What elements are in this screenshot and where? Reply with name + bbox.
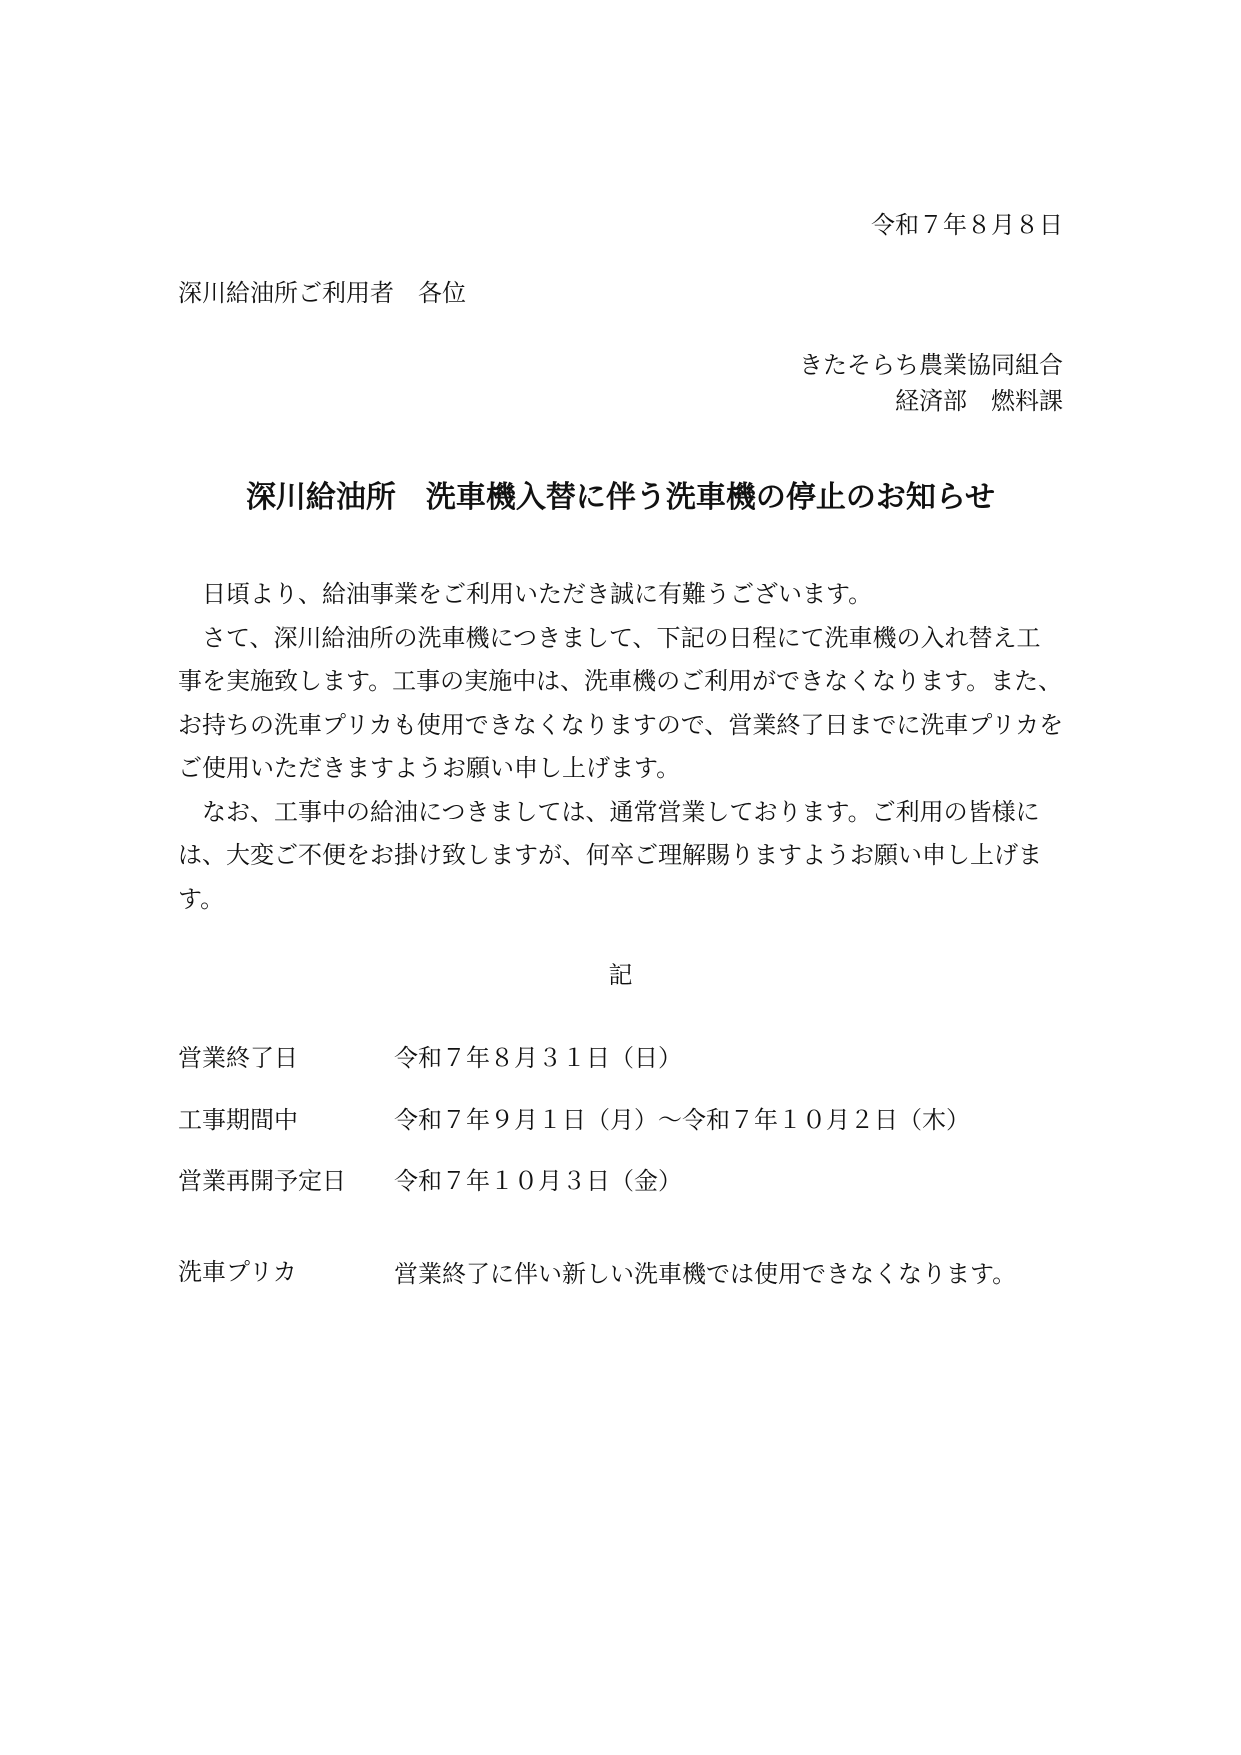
- addressee: 深川給油所ご利用者 各位: [178, 279, 466, 307]
- sender-organization: きたそらち農業協同組合: [799, 351, 1063, 379]
- detail-row-prepaid-card: [178, 1255, 1054, 1293]
- sender-department: 経済部 燃料課: [895, 387, 1063, 415]
- detail-row-construction-period: [178, 1103, 1054, 1137]
- detail-value: 令和７年８月３１日（日）: [394, 1044, 682, 1072]
- detail-row-reopening: [178, 1164, 1054, 1198]
- detail-value: 令和７年９月１日（月）～令和７年１０月２日（木）: [394, 1106, 970, 1134]
- issue-date: 令和７年８月８日: [871, 211, 1063, 239]
- detail-label: 工事期間中: [178, 1106, 298, 1134]
- ki-heading: 記: [608, 961, 633, 989]
- body-paragraph: 日頃より、給油事業をご利用いただき誠に有難うございます。: [202, 580, 873, 608]
- detail-label: 営業終了日: [178, 1044, 298, 1072]
- detail-row-business-end: [178, 1041, 1054, 1075]
- detail-value: 営業終了に伴い新しい洗車機では使用できなくなります。: [394, 1260, 1017, 1288]
- detail-label: 洗車プリカ: [178, 1258, 297, 1286]
- detail-value: 令和７年１０月３日（金）: [394, 1167, 682, 1195]
- detail-label: 営業再開予定日: [178, 1167, 346, 1195]
- document-title: 深川給油所 洗車機入替に伴う洗車機の停止のお知らせ: [245, 480, 996, 515]
- body-paragraph: さて、深川給油所の洗車機につきまして、下記の日程にて洗車機の入れ替え工事を実施致します。工事の実施中は、洗車機のご利用ができなくなります。また、お持ちの洗車プリカも使用できなくなりますので、営業終了日までに洗車プリカをご使用いただきますようお願い申し上げます。: [178, 623, 1064, 782]
- body-text: [178, 573, 1064, 921]
- body-paragraph: なお、工事中の給油につきましては、通常営業しております。ご利用の皆様には、大変ご不便をお掛け致しますが、何卒ご理解賜りますようお願い申し上げます。: [178, 797, 1042, 913]
